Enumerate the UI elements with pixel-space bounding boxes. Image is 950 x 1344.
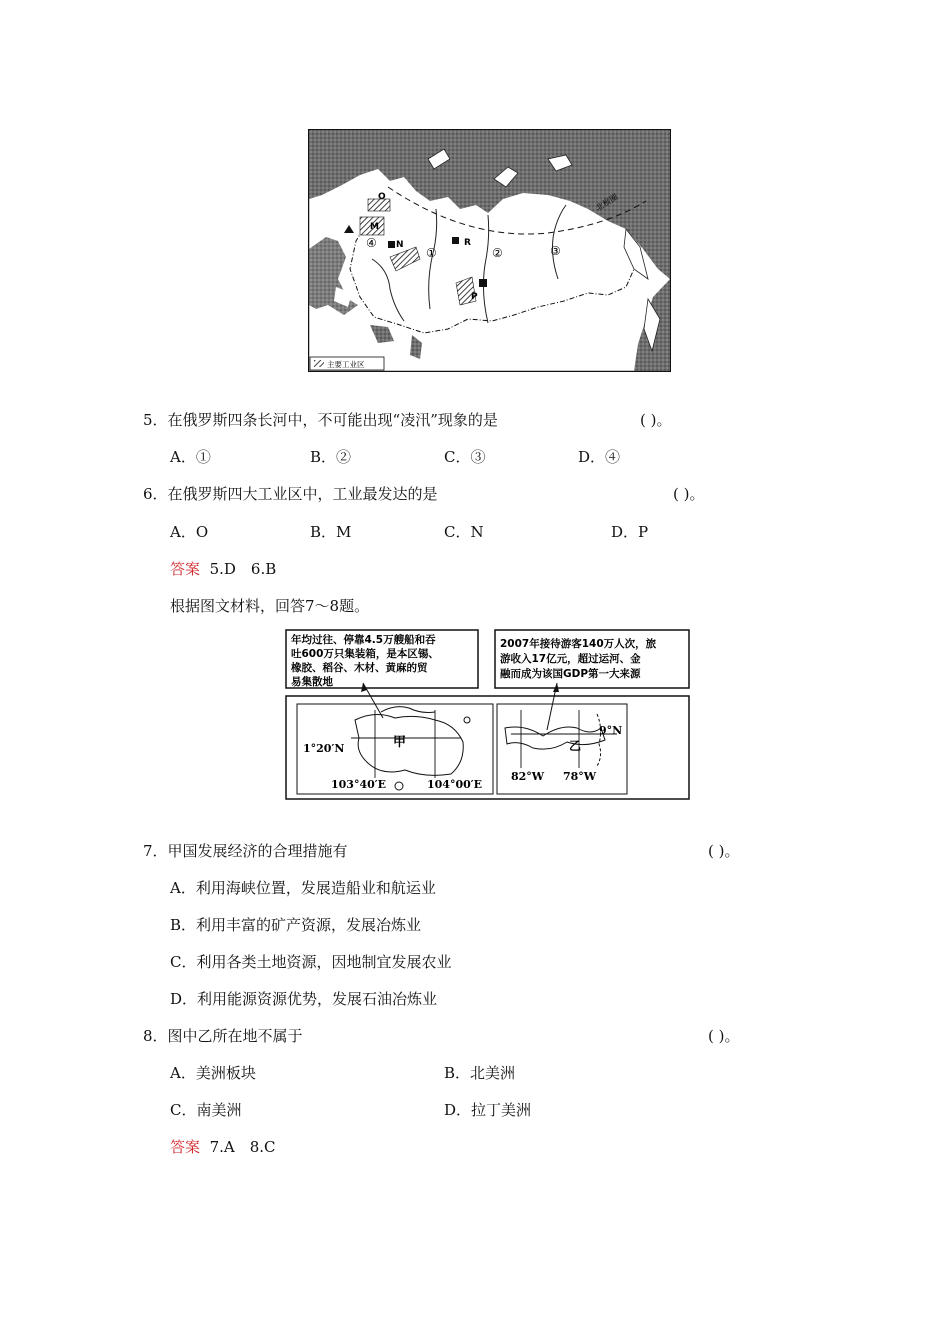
q6-option-d: D．P [611,523,649,541]
q5-stem [143,409,498,430]
label-r: R [464,238,471,248]
q7-number: 7． [143,842,168,860]
lat-2-label: 9°N [599,724,623,737]
label-p: P [471,292,478,302]
q6-option-c: C．N [444,523,484,541]
q5-option-b: B．② [310,448,352,466]
label-yi: 乙 [569,739,582,753]
q6-paren: ( )。 [673,485,705,503]
q6-stem [143,483,438,504]
q5-text: 在俄罗斯四条长河中，不可能出现“凌汛”现象的是 [167,411,498,429]
q6-option-a: A．O [170,523,209,541]
label-jia: 甲 [393,735,407,750]
q8-option-b: B．北美洲 [444,1064,516,1082]
answer-5-6 [170,558,276,579]
q8-option-a: A．美洲板块 [170,1064,256,1082]
box-left-line-4: 易集散地 [291,676,333,688]
intro-text: 根据图文材料，回答7～8题。 [170,597,370,615]
q8-stem [143,1025,303,1046]
river-2-label: ② [492,246,503,260]
q5-paren: ( )。 [640,411,672,429]
q8-number: 8． [143,1027,168,1045]
strait-canal-figure [285,628,690,800]
box-left-line-2: 吐600万只集装箱，是本区锡、 [291,648,439,660]
q8-option-c: C．南美洲 [170,1101,242,1119]
answer-label-2: 答案 [170,1138,201,1156]
lon-2-label: 104°00′E [427,778,483,791]
q7-option-d: D．利用能源资源优势，发展石油冶炼业 [170,990,438,1008]
label-o: O [378,192,386,202]
answer-7-8 [170,1136,276,1157]
lon-3-label: 82°W [511,770,545,783]
russia-industry-map [308,129,671,372]
q7-option-b: B．利用丰富的矿产资源，发展冶炼业 [170,916,422,934]
lat-1-label: 1°20′N [303,742,345,755]
q8-paren: ( )。 [708,1027,740,1045]
box-left-line-1: 年均过往、停靠4.5万艘船和吞 [291,634,436,646]
arctic-circle-label: 北极圈 [594,192,620,213]
river-1-label: ① [426,246,437,260]
q7-text: 甲国发展经济的合理措施有 [167,842,348,860]
q5-option-c: C．③ [444,448,486,466]
q6-option-b: B．M [310,523,352,541]
q5-option-a: A．① [170,448,211,466]
legend-label: 主要工业区 [327,360,365,369]
q7-option-c: C．利用各类土地资源，因地制宜发展农业 [170,953,452,971]
legend-hatch-icon [314,360,324,367]
q7-stem [143,840,348,861]
q8-text: 图中乙所在地不属于 [167,1027,303,1045]
answer-text: 5.D 6.B [209,560,277,578]
box-right-line-2: 游收入17亿元，超过运河、金 [500,653,641,665]
lon-1-label: 103°40′E [331,778,387,791]
q7-option-a: A．利用海峡位置，发展造船业和航运业 [170,879,436,897]
box-right-line-1: 2007年接待游客140万人次，旅 [500,638,657,650]
q5-option-d: D．④ [578,448,621,466]
q6-text: 在俄罗斯四大工业区中，工业最发达的是 [167,485,438,503]
q7-paren: ( )。 [708,842,740,860]
label-m: M [370,222,379,232]
lon-4-label: 78°W [563,770,597,783]
box-left-line-3: 橡胶、稻谷、木材、黄麻的贸 [291,662,428,674]
q6-number: 6． [143,485,168,503]
answer-text-2: 7.A 8.C [209,1138,276,1156]
q8-option-d: D．拉丁美洲 [444,1101,532,1119]
river-3-label: ③ [550,244,561,258]
q5-number: 5． [143,411,168,429]
answer-label: 答案 [170,560,201,578]
box-right-line-3: 融而成为该国GDP第一大来源 [500,668,641,680]
label-n: N [396,240,404,250]
river-4-label: ④ [366,236,377,250]
